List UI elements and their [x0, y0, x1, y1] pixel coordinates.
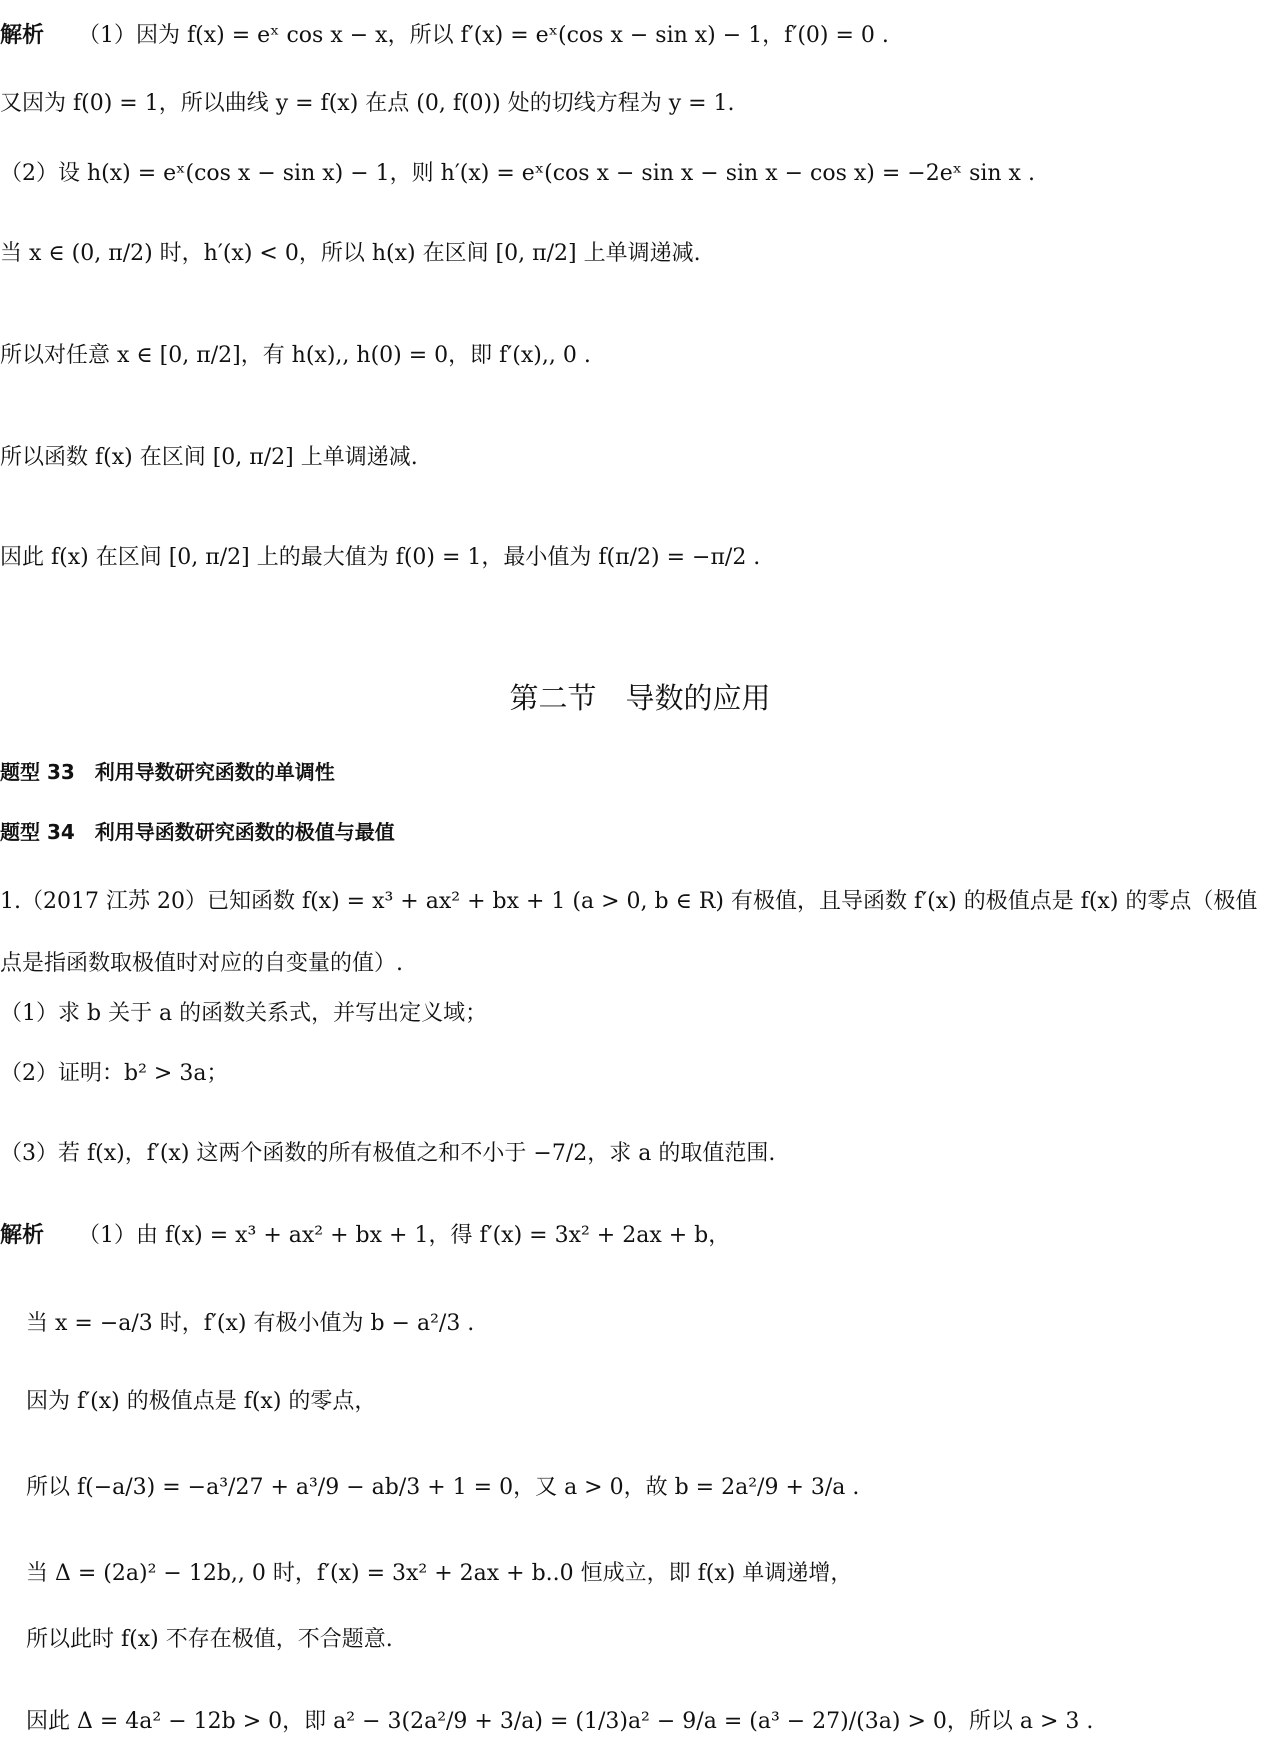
solution2-line-6: 所以此时 f(x) 不存在极值，不合题意. [26, 1627, 393, 1652]
solution-text: 因此 f(x) 在区间 [0, π/2] 上的最大值为 f(0) = 1，最小值为 f(π/2) = −π/2 . [0, 545, 761, 570]
solution2-line-7: 因此 Δ = 4a² − 12b > 0，即 a² − 3(2a²/9 + 3/a) = (1/3)a² − 9/a = (a³ − 27)/(3a) > 0，所以 a > 3 . [26, 1709, 1094, 1734]
problem-question-2: （2）证明：b² > 3a； [0, 1061, 229, 1086]
solution-label: 解析 [0, 1223, 45, 1248]
solution2-line-2: 当 x = −a/3 时，f′(x) 有极小值为 b − a²/3 . [26, 1311, 475, 1336]
solution2-line-4: 所以 f(−a/3) = −a³/27 + a³/9 − ab/3 + 1 = 0，又 a > 0，故 b = 2a²/9 + 3/a . [26, 1475, 860, 1500]
type-heading-33: 题型 33 利用导数研究函数的单调性 [0, 760, 335, 784]
solution2-line-3: 因为 f′(x) 的极值点是 f(x) 的零点， [26, 1389, 377, 1414]
solution-line-2 [0, 86, 735, 117]
solution-text: （1）由 f(x) = x³ + ax² + bx + 1，得 f′(x) = 3x² + 2ax + b， [78, 1223, 731, 1248]
problem-statement-line-2: 点是指函数取极值时对应的自变量的值）. [0, 951, 403, 976]
solution-label: 解析 [0, 23, 45, 48]
solution-text: 又因为 f(0) = 1，所以曲线 y = f(x) 在点 (0, f(0)) 处的切线方程为 y = 1. [0, 91, 735, 116]
problem-statement-line-1: 1.（2017 江苏 20）已知函数 f(x) = x³ + ax² + bx + 1 (a > 0, b ∈ R) 有极值，且导函数 f′(x) 的极值点是 f(x) 的零点（极值 [0, 889, 1258, 914]
solution2-line-1 [0, 1218, 730, 1249]
solution-text: 所以函数 f(x) 在区间 [0, π/2] 上单调递减. [0, 445, 418, 470]
solution-text: （1）因为 f(x) = eˣ cos x − x，所以 f′(x) = eˣ(cos x − sin x) − 1，f′(0) = 0 . [78, 23, 889, 48]
solution-text: 当 x ∈ (0, π/2) 时，h′(x) < 0，所以 h(x) 在区间 [0, π/2] 上单调递减. [0, 241, 701, 266]
problem-question-1: （1）求 b 关于 a 的函数关系式，并写出定义域； [0, 1001, 488, 1026]
solution-line-1 [0, 18, 889, 49]
solution-text: （2）设 h(x) = eˣ(cos x − sin x) − 1，则 h′(x) = eˣ(cos x − sin x − sin x − cos x) = −2eˣ sin x . [0, 161, 1035, 186]
solution-line-7 [0, 540, 760, 571]
type-heading-34: 题型 34 利用导函数研究函数的极值与最值 [0, 820, 395, 844]
solution-text: 所以对任意 x ∈ [0, π/2]，有 h(x),, h(0) = 0，即 f′(x),, 0 . [0, 343, 591, 368]
solution-line-5 [0, 338, 591, 369]
solution-line-4 [0, 236, 701, 267]
section-title: 第二节 导数的应用 [509, 681, 771, 715]
solution2-line-5: 当 Δ = (2a)² − 12b,, 0 时，f′(x) = 3x² + 2ax + b..0 恒成立，即 f(x) 单调递增， [26, 1561, 853, 1586]
solution-line-6 [0, 440, 418, 471]
problem-question-3: （3）若 f(x)，f′(x) 这两个函数的所有极值之和不小于 −7/2，求 a 的取值范围. [0, 1141, 776, 1166]
solution-line-3 [0, 156, 1035, 187]
